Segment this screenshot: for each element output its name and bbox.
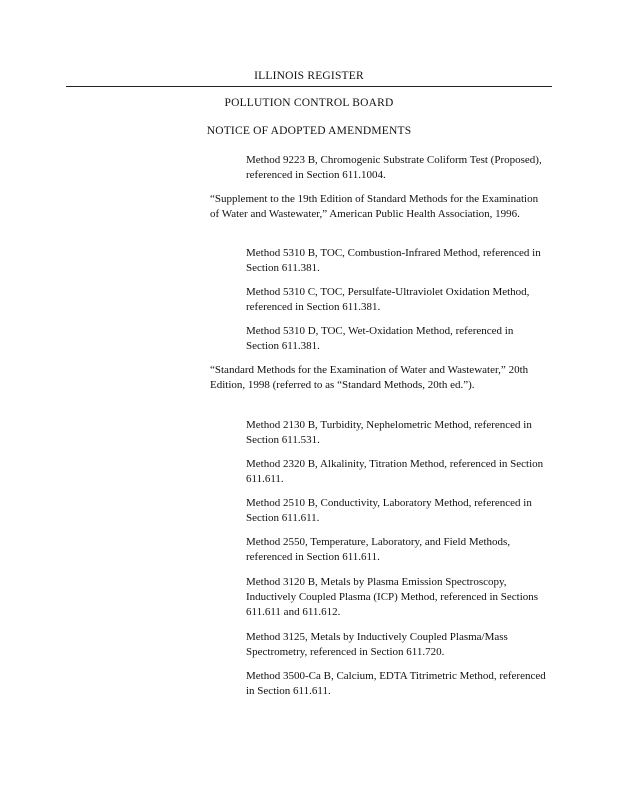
reference-entry: Method 2130 B, Turbidity, Nephelometric Method, referenced in Section 611.531. (246, 419, 532, 446)
header-rule (66, 86, 552, 87)
reference-entry: Method 3500-Ca B, Calcium, EDTA Titrimetric Method, referenced in Section 611.611. (246, 670, 546, 697)
reference-entry: Method 5310 C, TOC, Persulfate-Ultraviolet Oxidation Method, referenced in Section 611.381. (246, 286, 530, 313)
reference-entry: Method 2510 B, Conductivity, Laboratory Method, referenced in Section 611.611. (246, 497, 532, 524)
board-title: POLLUTION CONTROL BOARD (224, 97, 394, 109)
reference-source: “Supplement to the 19th Edition of Standard Methods for the Examination of Water and Wastewater,” American Public Health Association, 1996. (210, 193, 539, 220)
reference-entry: Method 2550, Temperature, Laboratory, and Field Methods, referenced in Section 611.611. (246, 536, 511, 563)
reference-entry: Method 3120 B, Metals by Plasma Emission Spectroscopy, Inductively Coupled Plasma (ICP) Method, referenced in Sections 611.611 and 611.612. (246, 576, 539, 618)
notice-title: NOTICE OF ADOPTED AMENDMENTS (206, 125, 412, 137)
reference-entry: Method 5310 D, TOC, Wet-Oxidation Method, referenced in Section 611.381. (246, 325, 514, 352)
reference-source: “Standard Methods for the Examination of Water and Wastewater,” 20th Edition, 1998 (referred to as “Standard Methods, 20th ed.”). (210, 364, 529, 391)
reference-entry: Method 2320 B, Alkalinity, Titration Method, referenced in Section 611.611. (246, 458, 544, 485)
register-header: ILLINOIS REGISTER (254, 70, 364, 82)
reference-entry: Method 5310 B, TOC, Combustion-Infrared Method, referenced in Section 611.381. (246, 247, 541, 274)
reference-entry: Method 3125, Metals by Inductively Coupled Plasma/Mass Spectrometry, referenced in Section 611.720. (246, 631, 508, 658)
reference-entry: Method 9223 B, Chromogenic Substrate Coliform Test (Proposed), referenced in Section 611.1004. (246, 154, 542, 181)
